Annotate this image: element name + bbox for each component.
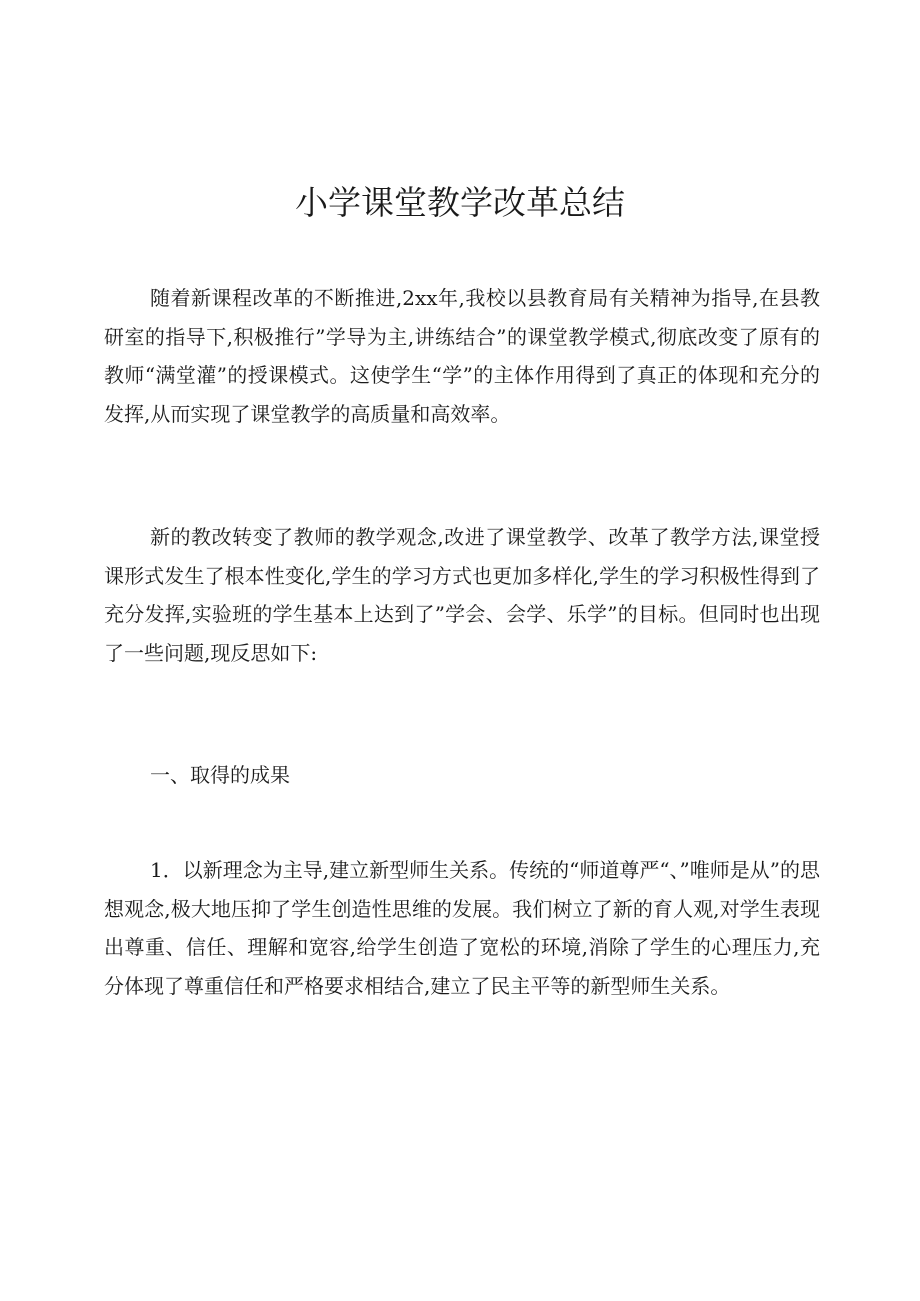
section-heading-achievements: 一、取得的成果 [150, 763, 290, 787]
paragraph-intro: 随着新课程改革的不断推进,2xx年,我校以县教育局有关精神为指导,在县教研室的指导下,积极推行”学导为主,讲练结合”的课堂教学模式,彻底改变了原有的教师“满堂灌”的授课模式。这使学生“学”的主体作用得到了真正的体现和充分的发挥,从而实现了课堂教学的高质量和高效率。 [104, 286, 820, 426]
document-title: 小学课堂教学改革总结 [295, 183, 625, 222]
paragraph-item-1: 1．以新理念为主导,建立新型师生关系。传统的“师道尊严“、”唯师是从”的思想观念,极大地压抑了学生创造性思维的发展。我们树立了新的育人观,对学生表现出尊重、信任、理解和宽容,给学生创造了宽松的环境,消除了学生的心理压力,充分体现了尊重信任和严格要求相结合,建立了民主平等的新型师生关系。 [104, 858, 820, 998]
paragraph-reflection: 新的教改转变了教师的教学观念,改进了课堂教学、改革了教学方法,课堂授课形式发生了根本性变化,学生的学习方式也更加多样化,学生的学习积极性得到了充分发挥,实验班的学生基本上达到了”学会、会学、乐学”的目标。但同时也出现了一些问题,现反思如下: [104, 525, 820, 665]
